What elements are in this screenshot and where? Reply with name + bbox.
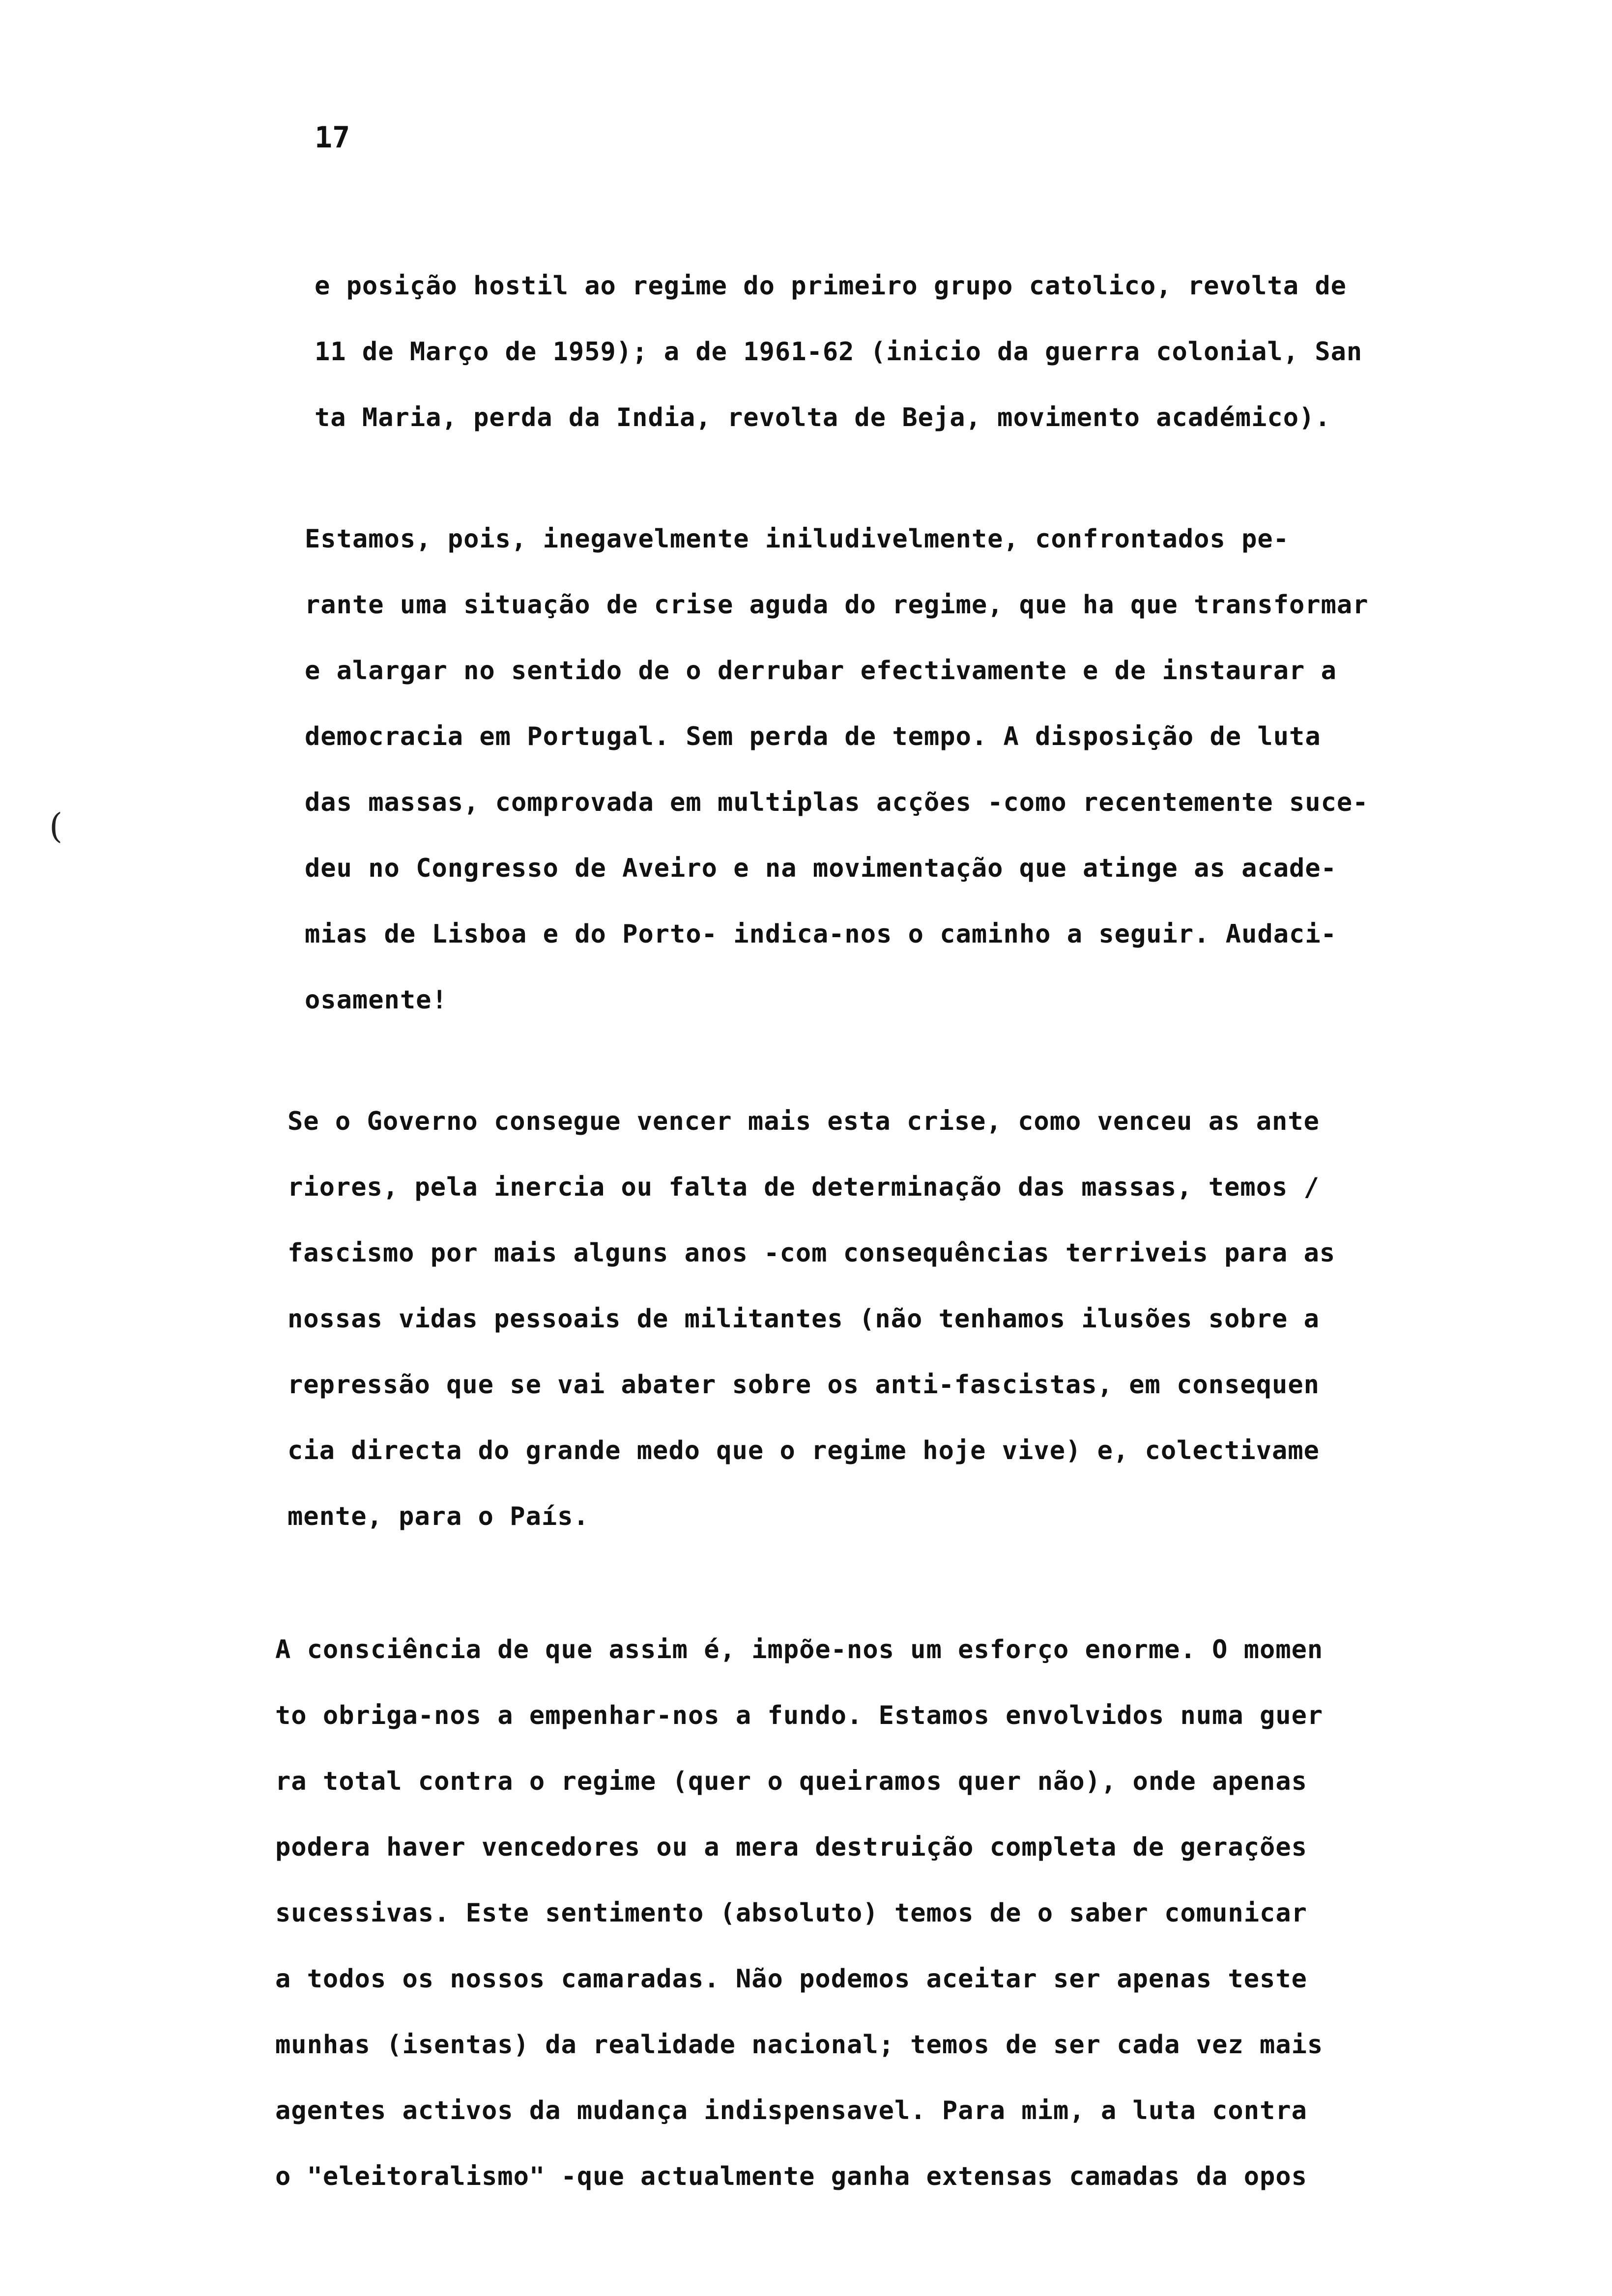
text-line: fascismo por mais alguns anos -com consequências terriveis para as: [288, 1238, 1336, 1268]
text-line: 11 de Março de 1959); a de 1961-62 (inicio da guerra colonial, San: [315, 337, 1363, 367]
text-line: Se o Governo consegue vencer mais esta crise, como venceu as ante: [288, 1107, 1320, 1136]
text-line: to obriga-nos a empenhar-nos a fundo. Estamos envolvidos numa guer: [275, 1701, 1324, 1730]
text-line: riores, pela inercia ou falta de determinação das massas, temos /: [288, 1173, 1320, 1202]
text-line: cia directa do grande medo que o regime hoje vive) e, colectivame: [288, 1436, 1320, 1465]
paragraph-4: [275, 1617, 1489, 2210]
text-line: e alargar no sentido de o derrubar efectivamente e de instaurar a: [305, 656, 1337, 686]
paragraph-1: [315, 253, 1528, 451]
text-line: osamente!: [305, 985, 448, 1015]
text-line: sucessivas. Este sentimento (absoluto) temos de o saber comunicar: [275, 1898, 1307, 1928]
page-number: 17: [315, 120, 350, 155]
text-line: mente, para o País.: [288, 1502, 589, 1531]
text-line: A consciência de que assim é, impõe-nos um esforço enorme. O momen: [275, 1635, 1324, 1665]
text-line: deu no Congresso de Aveiro e na movimentação que atinge as acade-: [305, 854, 1337, 883]
paragraph-2: [305, 506, 1519, 1033]
text-line: democracia em Portugal. Sem perda de tempo. A disposição de luta: [305, 722, 1321, 751]
text-line: ta Maria, perda da India, revolta de Beja, movimento académico).: [315, 403, 1331, 432]
margin-mark: (: [49, 806, 63, 846]
text-line: e posição hostil ao regime do primeiro grupo catolico, revolta de: [315, 271, 1347, 301]
text-line: repressão que se vai abater sobre os anti-fascistas, em consequen: [288, 1370, 1320, 1400]
text-line: a todos os nossos camaradas. Não podemos aceitar ser apenas teste: [275, 1964, 1307, 1994]
text-line: o "eleitoralismo" -que actualmente ganha extensas camadas da opos: [275, 2162, 1307, 2191]
text-line: mias de Lisboa e do Porto- indica-nos o caminho a seguir. Audaci-: [305, 919, 1337, 949]
text-line: munhas (isentas) da realidade nacional; temos de ser cada vez mais: [275, 2030, 1324, 2060]
text-line: podera haver vencedores ou a mera destruição completa de gerações: [275, 1833, 1307, 1862]
text-line: ra total contra o regime (quer o queiramos quer não), onde apenas: [275, 1767, 1307, 1796]
paragraph-3: [288, 1089, 1501, 1550]
text-line: rante uma situação de crise aguda do regime, que ha que transformar: [305, 590, 1369, 620]
text-line: agentes activos da mudança indispensavel. Para mim, a luta contra: [275, 2096, 1307, 2125]
text-line: nossas vidas pessoais de militantes (não tenhamos ilusões sobre a: [288, 1304, 1320, 1334]
text-line: das massas, comprovada em multiplas acções -como recentemente suce-: [305, 788, 1369, 817]
text-line: Estamos, pois, inegavelmente iniludivelmente, confrontados pe-: [305, 524, 1290, 554]
